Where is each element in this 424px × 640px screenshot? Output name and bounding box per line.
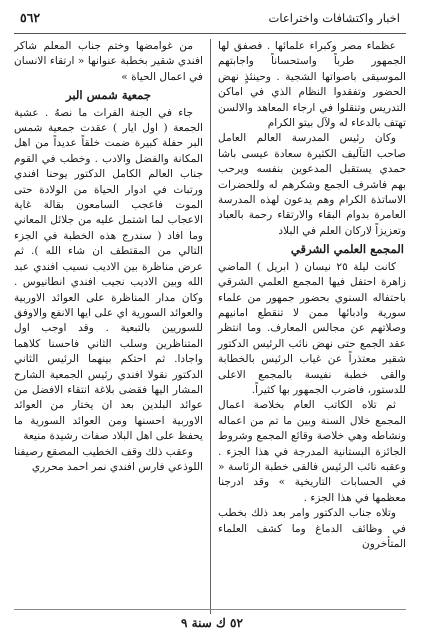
body-paragraph: عظماء مصر وكبراء علمائها . فصفق لها الجمهور طرباً واستحساناً واجابتهم الموسيقى باصواتها الشجية . وحينئذٍ نهض الحضور وتفقدوا النظام الذي في اماكن التدريس وتنقلوا في ارجاء المعاهد والالسن تهتف بالدعاء له ولآل بيتو الكرام	[218, 40, 406, 130]
section-heading: المجمع العلمي الشرقي	[290, 242, 404, 257]
section-heading: جمعية شمس البر	[65, 88, 152, 103]
page-number: ٥٦٢	[20, 10, 41, 25]
running-header	[14, 10, 406, 34]
body-paragraph: وعقب ذلك وقف الخطيب المصقع رصيفنا اللوذعي فارس افندي نمر احمد محرري	[14, 445, 203, 473]
body-paragraph: كانت ليلة ٢٥ نيسان ( ابريل ) الماضي زاهرة احتفل فيها المجمع العلمي الشرقي باحتفاله السنوي بحضور جمهور من علماء سورية وادبائها ممن لا تنقطع امانيهم وصلاتهم عن مجالس المعارف. وما انتظر عقد الجمع حتى نهض نائب الرئيس الدكتور شقير معتذراً عن غياب الرئيس بالخطابة والقى خطبة نفيسة بالمجمع الاعلى للدستور، فاضرب الجمهور بها كثيراً.	[218, 260, 406, 396]
body-paragraph: من غوامضها وختم جناب المعلم شاكر افندي شقير بخطبة عنوانها « ارتقاء الانسان في اعمال الحياة »	[14, 40, 203, 83]
body-paragraph: وتلاه جناب الدكتور وامر بعد ذلك بخطب في وظائف الدماغ وما كشف العلماء المتأخرون	[218, 507, 406, 550]
body-paragraph: جاء في الجنة الفرات ما نصهُ . عشية الجمعة ( اول ايار ) عقدت جمعية شمس البر حفلة كبيرة ضمت خلقاً عديداً من اهل المكانة والفضل والادب . وخطب في القوم جناب العالم الكامل الدكتور يوحنا افندي ورتبات في ادوار الحياة من الولادة حتى الموت فاعجب السامعون بقالة غاية الاعجاب لما اشتمل عليه من جلائل المعاني وما افاد ( سندرج هذه الخطبة في الجزء التالي من المقتطف ان شاء الله ). ثم عرض مناظرة بين الاديب نسيب افندي عبد الله وبين الاديب نجيب افندي انطانيوس . وكان مدار المناظرة على العوائد الاوربية والعوائد السورية اي على ايها الانفع والاوفق للسوريين بالتبعية . وقد اوجب اول المتناظرين وسلب الثاني فاحسنا كلاهما واجادا. ثم احتكم بينهما الرئيس الثاني الدكتور نقولا افندي رئيس الجمعية الشارح المشار اليها فقضى بلاغة انتقاء الافضل من عوائد البلدين بعد ان يختار من العوائد الاوربية احسنها ومن العوائد السورية ما يحفظ على اهل البلاد صفات رشيدة منيعة	[14, 106, 203, 443]
text-columns	[14, 39, 406, 614]
footer-rule	[14, 609, 406, 610]
running-title: اخبار واكتشافات واختراعات	[268, 11, 400, 25]
right-column	[210, 39, 406, 614]
folio-line: ٥٢ ك سنة ٩	[181, 616, 243, 630]
left-column	[14, 39, 210, 614]
body-paragraph: ثم تلاه الكاتب العام بخلاصة اعمال المجمع خلال السنة وبين ما تم من اعماله ونشاطه وهي خلاصة وقائع المجمع وشروط الجائزة البستانية المدرجة في هذا الجزء . وعقبه نائب الرئيس فالقى خطبة الرئاسة « في الحسابات التاريخية » وقد ادرجنا معظمها في هذا الجزء .	[218, 399, 406, 504]
body-paragraph: وكان رئيس المدرسة العالم العامل صاحب التآليف الكثيرة سعادة عيسى باشا حمدي يستقبل المدعوين بنفسه ويرحب بهم فاشرف الجمع وشكرهم له وللحضرات الاساتذة الكرام وهم يدعون لهذه المدرسة العامرة بدوام البقاء والارتقاء رحمة بالعباد وتعزيزاً لاركان العلم في البلاد	[218, 132, 406, 237]
